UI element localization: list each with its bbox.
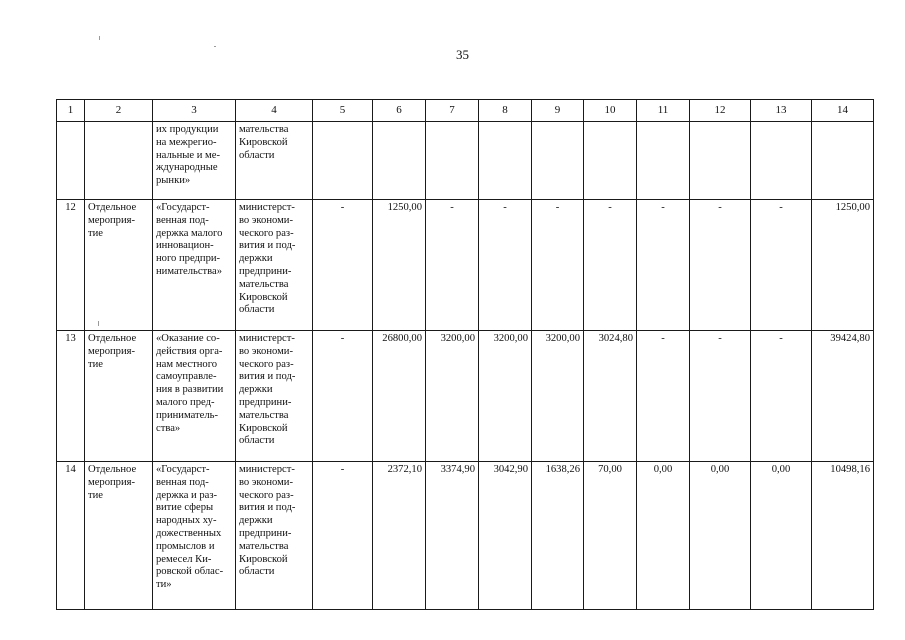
value-cell-7: - — [426, 200, 479, 331]
value-cell-11: - — [637, 200, 690, 331]
executor-cell: министерст- во экономи- ческого раз- вития и под- держки предприни- мательства Кировской области — [236, 462, 313, 610]
measure-type-cell: Отдельное мероприя- тие — [85, 200, 153, 331]
page-number: 35 — [456, 47, 469, 62]
value-cell-11: 0,00 — [637, 462, 690, 610]
column-header: 5 — [313, 100, 373, 122]
value-cell-8: 3042,90 — [479, 462, 532, 610]
value-cell-7: 3374,90 — [426, 462, 479, 610]
value-cell-9: - — [532, 200, 584, 331]
measure-name-cell: «Государст- венная под- держка и раз- витие сферы народных ху- дожественных промыслов и ремесел Ки- ровской облас- ти» — [153, 462, 236, 610]
table-cell — [426, 122, 479, 200]
column-header: 7 — [426, 100, 479, 122]
column-header: 6 — [373, 100, 426, 122]
table-row-continuation — [57, 122, 874, 200]
value-cell-12: 0,00 — [690, 462, 751, 610]
scan-speck — [99, 36, 100, 40]
value-cell-5: - — [313, 331, 373, 462]
value-cell-10: 70,00 — [584, 462, 637, 610]
column-header: 13 — [751, 100, 812, 122]
value-cell-12: - — [690, 331, 751, 462]
budget-table — [56, 99, 874, 610]
value-cell-6: 26800,00 — [373, 331, 426, 462]
column-header: 3 — [153, 100, 236, 122]
value-cell-6: 1250,00 — [373, 200, 426, 331]
table-cell — [751, 122, 812, 200]
value-cell-14: 10498,16 — [812, 462, 874, 610]
value-cell-8: - — [479, 200, 532, 331]
row-number-cell: 13 — [57, 331, 85, 462]
scan-speck — [214, 46, 216, 47]
measure-name-cell: «Оказание со- действия орга- нам местного самоуправле- ния в развитии малого пред- приниматель- ства» — [153, 331, 236, 462]
executor-cell: министерст- во экономи- ческого раз- вития и под- держки предприни- мательства Кировской области — [236, 331, 313, 462]
column-header: 14 — [812, 100, 874, 122]
value-cell-10: 3024,80 — [584, 331, 637, 462]
column-header: 4 — [236, 100, 313, 122]
measure-type-cell — [85, 122, 153, 200]
column-header: 10 — [584, 100, 637, 122]
table-cell — [313, 122, 373, 200]
value-cell-11: - — [637, 331, 690, 462]
value-cell-5: - — [313, 462, 373, 610]
value-cell-14: 39424,80 — [812, 331, 874, 462]
row-number-cell — [57, 122, 85, 200]
column-header: 12 — [690, 100, 751, 122]
value-cell-14: 1250,00 — [812, 200, 874, 331]
value-cell-9: 1638,26 — [532, 462, 584, 610]
value-cell-13: - — [751, 331, 812, 462]
value-cell-10: - — [584, 200, 637, 331]
table-cell — [479, 122, 532, 200]
table-row — [57, 331, 874, 462]
value-cell-5: - — [313, 200, 373, 331]
table-cell — [637, 122, 690, 200]
column-header: 2 — [85, 100, 153, 122]
table-cell — [584, 122, 637, 200]
measure-type-cell: Отдельное мероприя- тие — [85, 462, 153, 610]
measure-name-cell: их продукции на межрегио- нальные и ме- ждународные рынки» — [153, 122, 236, 200]
value-cell-9: 3200,00 — [532, 331, 584, 462]
table-header-row — [57, 100, 874, 122]
row-number-cell: 12 — [57, 200, 85, 331]
value-cell-7: 3200,00 — [426, 331, 479, 462]
row-number-cell: 14 — [57, 462, 85, 610]
value-cell-13: - — [751, 200, 812, 331]
executor-cell: министерст- во экономи- ческого раз- вития и под- держки предприни- мательства Кировской области — [236, 200, 313, 331]
column-header: 1 — [57, 100, 85, 122]
column-header: 9 — [532, 100, 584, 122]
table-row — [57, 462, 874, 610]
column-header: 11 — [637, 100, 690, 122]
value-cell-13: 0,00 — [751, 462, 812, 610]
table-cell — [812, 122, 874, 200]
measure-name-cell: «Государст- венная под- держка малого инновацион- ного предпри- нимательства» — [153, 200, 236, 331]
executor-cell: мательства Кировской области — [236, 122, 313, 200]
value-cell-6: 2372,10 — [373, 462, 426, 610]
table-cell — [690, 122, 751, 200]
table-cell — [532, 122, 584, 200]
value-cell-8: 3200,00 — [479, 331, 532, 462]
table-cell — [373, 122, 426, 200]
column-header: 8 — [479, 100, 532, 122]
measure-type-cell: Отдельное мероприя- тие — [85, 331, 153, 462]
table-row — [57, 200, 874, 331]
value-cell-12: - — [690, 200, 751, 331]
